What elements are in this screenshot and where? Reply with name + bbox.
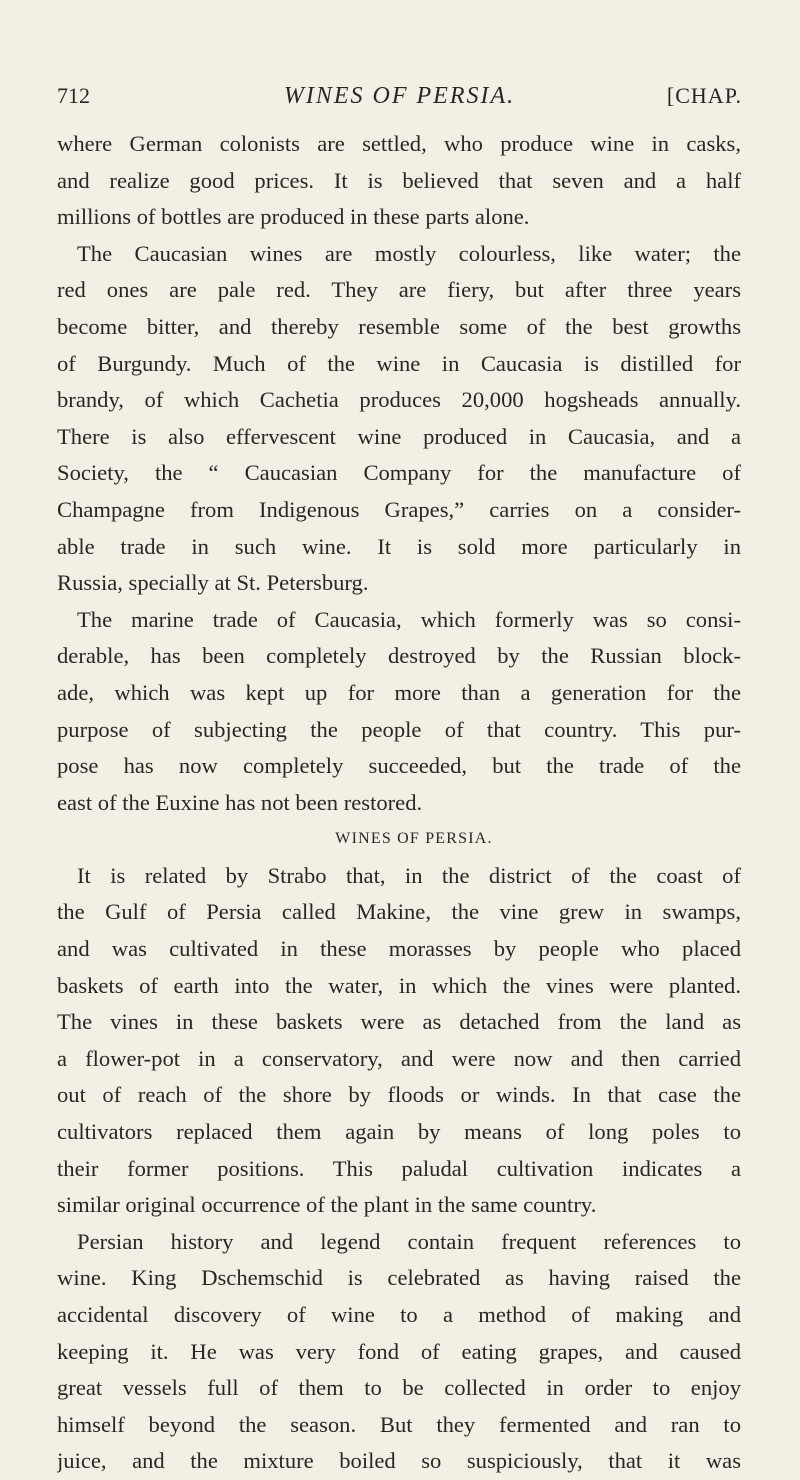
text-line: wine. King Dschemschid is celebrated as having raised the — [57, 1265, 741, 1291]
running-head — [57, 76, 742, 116]
page-number: 712 — [57, 83, 90, 108]
text-line: of Burgundy. Much of the wine in Caucasia is distilled for — [57, 350, 741, 376]
text-line: The Caucasian wines are mostly colourless, like water; the — [77, 240, 741, 266]
text-line: purpose of subjecting the people of that country. This pur- — [57, 716, 741, 742]
text-line: Persian history and legend contain frequent references to — [77, 1228, 741, 1254]
text-line: a flower-pot in a conservatory, and were now and then carried — [57, 1045, 741, 1071]
text-line: himself beyond the season. But they fermented and ran to — [57, 1411, 741, 1437]
text-line: the Gulf of Persia called Makine, the vine grew in swamps, — [57, 899, 741, 925]
text-line: baskets of earth into the water, in which the vines were planted. — [57, 972, 741, 998]
text-line: where German colonists are settled, who produce wine in casks, — [57, 131, 741, 156]
text-line: able trade in such wine. It is sold more particularly in — [57, 533, 741, 559]
text-line: become bitter, and thereby resemble some of the best growths — [57, 313, 741, 339]
running-title: WINES OF PERSIA. — [283, 83, 516, 109]
text-line: The marine trade of Caucasia, which formerly was so consi- — [77, 606, 741, 632]
text-line: east of the Euxine has not been restored. — [57, 789, 423, 815]
text-line: There is also effervescent wine produced in Caucasia, and a — [57, 423, 741, 449]
text-line: It is related by Strabo that, in the district of the coast of — [77, 862, 741, 888]
text-line: great vessels full of them to be collected in order to enjoy — [57, 1375, 741, 1401]
text-line: Champagne from Indigenous Grapes,” carries on a consider- — [57, 496, 741, 522]
text-line: juice, and the mixture boiled so suspiciously, that it was — [57, 1448, 741, 1474]
body-text — [57, 126, 741, 1480]
text-line: millions of bottles are produced in these parts alone. — [57, 204, 530, 230]
text-line: and realize good prices. It is believed that seven and a half — [57, 167, 741, 193]
chapter-marker: [CHAP. — [666, 83, 742, 108]
text-line: pose has now completely succeeded, but the trade of the — [57, 753, 741, 779]
text-line: similar original occurrence of the plant in the same country. — [57, 1192, 597, 1218]
text-line: their former positions. This paludal cultivation indicates a — [57, 1155, 741, 1181]
text-line: brandy, of which Cachetia produces 20,000 hogsheads annually. — [57, 387, 741, 413]
text-line: keeping it. He was very fond of eating grapes, and caused — [57, 1338, 741, 1364]
text-line: Russia, specially at St. Petersburg. — [57, 570, 369, 596]
text-line: cultivators replaced them again by means of long poles to — [57, 1119, 741, 1145]
section-heading: WINES OF PERSIA. — [335, 830, 493, 848]
text-line: out of reach of the shore by floods or winds. In that case the — [57, 1082, 741, 1108]
text-line: derable, has been completely destroyed by the Russian block- — [57, 643, 741, 669]
text-line: ade, which was kept up for more than a generation for the — [57, 679, 741, 705]
text-line: Society, the “ Caucasian Company for the manufacture of — [57, 460, 741, 486]
text-line: The vines in these baskets were as detached from the land as — [57, 1009, 741, 1035]
text-line: accidental discovery of wine to a method of making and — [57, 1302, 741, 1327]
text-line: red ones are pale red. They are fiery, but after three years — [57, 277, 741, 303]
text-line: and was cultivated in these morasses by people who placed — [57, 936, 741, 962]
